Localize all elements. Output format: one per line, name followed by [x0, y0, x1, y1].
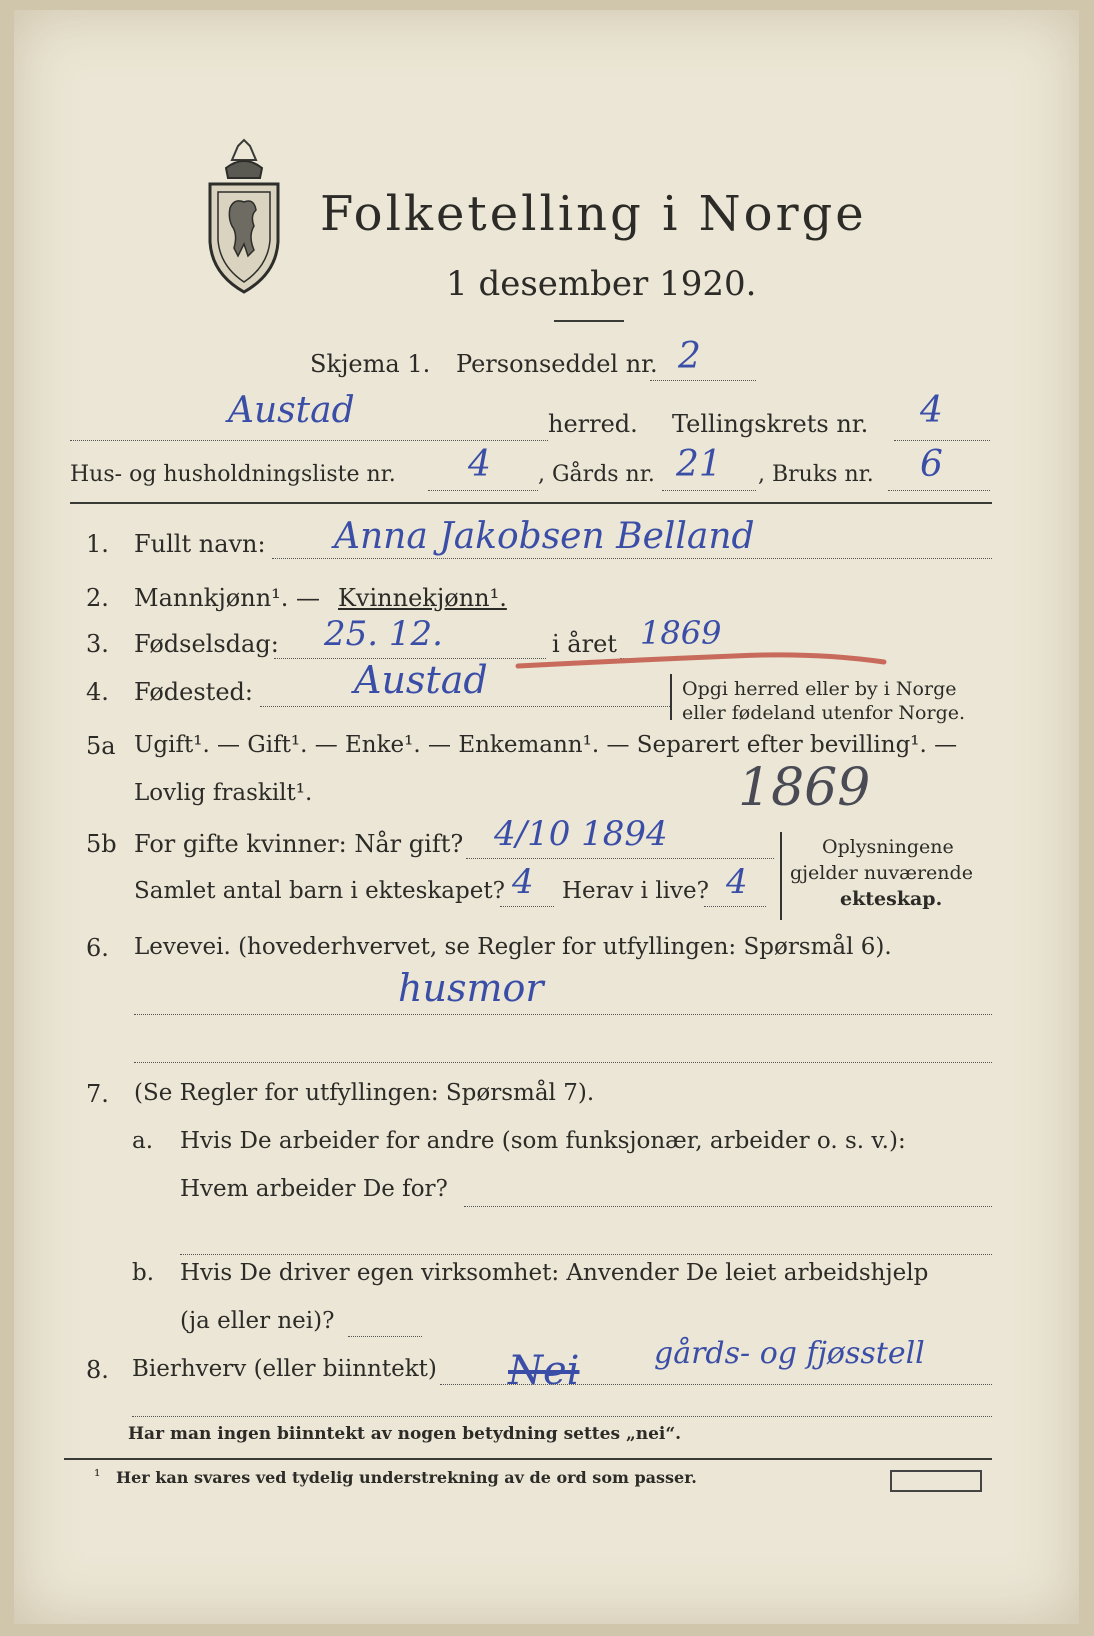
q8-label: Bierhverv (eller biinntekt): [132, 1356, 437, 1382]
q1-line: [272, 558, 992, 559]
q5b-note-2: gjelder nuværende: [790, 862, 973, 884]
q5b-line: [466, 858, 774, 859]
q5b-barn-line: [500, 906, 554, 907]
gards-label: , Gårds nr.: [538, 462, 655, 487]
bruks-line: [888, 490, 990, 491]
q3-value[interactable]: 25. 12.: [324, 614, 443, 654]
herred-line: [70, 440, 548, 441]
q7-number: 7.: [86, 1080, 109, 1108]
q8-line-2: [132, 1416, 992, 1417]
q4-note-2: eller fødeland utenfor Norge.: [682, 702, 966, 724]
q4-note-1: Opgi herred eller by i Norge: [682, 678, 957, 700]
red-pencil-stroke: [514, 646, 894, 676]
q1-label: Fullt navn:: [134, 530, 266, 558]
printer-stamp: [890, 1470, 982, 1492]
q5b-live-value[interactable]: 4: [726, 862, 748, 902]
q5b-note-1: Oplysningene: [822, 836, 954, 858]
skjema-label: Skjema 1.: [310, 350, 431, 378]
form-title: Folketelling i Norge: [320, 186, 867, 242]
footer-divider: [64, 1458, 992, 1460]
q7b-answer-line: [348, 1336, 422, 1337]
q4-bracket: [670, 674, 676, 720]
q5a-margin-note: 1869: [738, 758, 871, 818]
q6-value[interactable]: husmor: [398, 966, 544, 1010]
q4-number: 4.: [86, 678, 109, 706]
q3-label: Fødselsdag:: [134, 630, 279, 658]
q6-line-2: [134, 1062, 992, 1063]
personseddel-value[interactable]: 2: [678, 336, 701, 377]
q5b-number: 5b: [86, 830, 117, 858]
q5b-barn-label: Samlet antal barn i ekteskapet?: [134, 878, 505, 904]
gards-line: [662, 490, 756, 491]
q7b-number: b.: [132, 1260, 155, 1286]
q4-line: [260, 706, 670, 707]
q7a-answer-line-1: [464, 1206, 992, 1207]
q7b-line2: (ja eller nei)?: [180, 1308, 335, 1334]
husholdningsliste-label: Hus- og husholdningsliste nr.: [70, 462, 396, 487]
husholdningsliste-value[interactable]: 4: [468, 444, 491, 485]
footnote-marker: ¹: [94, 1466, 101, 1485]
coat-of-arms-icon: [204, 138, 284, 298]
personseddel-line: [650, 380, 756, 381]
q7b-line1: Hvis De driver egen virksomhet: Anvender De leiet arbeidshjelp: [180, 1260, 929, 1286]
q4-value[interactable]: Austad: [354, 658, 488, 702]
q5b-label: For gifte kvinner: Når gift?: [134, 830, 464, 858]
q8-number: 8.: [86, 1356, 109, 1384]
q2-male-option[interactable]: Mannkjønn¹. —: [134, 584, 321, 612]
q5a-number: 5a: [86, 732, 116, 760]
q1-number: 1.: [86, 530, 109, 558]
q7a-line1: Hvis De arbeider for andre (som funksjonær, arbeider o. s. v.):: [180, 1128, 906, 1154]
q7a-line2: Hvem arbeider De for?: [180, 1176, 448, 1202]
q5b-live-line: [704, 906, 766, 907]
title-divider: [554, 320, 624, 322]
form-date: 1 desember 1920.: [446, 264, 757, 304]
q2-number: 2.: [86, 584, 109, 612]
herred-label: herred.: [548, 410, 638, 438]
q7a-number: a.: [132, 1128, 154, 1154]
tellingskrets-label: Tellingskrets nr.: [672, 410, 869, 438]
husholdningsliste-line: [428, 490, 538, 491]
census-form-page: [14, 10, 1079, 1624]
q5a-options-line2[interactable]: Lovlig fraskilt¹.: [134, 780, 313, 806]
q8-value-struck[interactable]: Nei: [508, 1348, 580, 1394]
q6-label: Levevei. (hovederhvervet, se Regler for utfyllingen: Spørsmål 6).: [134, 934, 892, 960]
bruks-value[interactable]: 6: [920, 444, 943, 485]
footnote-text: Her kan svares ved tydelig understrekning av de ord som passer.: [116, 1468, 697, 1487]
q5b-live-label: Herav i live?: [562, 878, 709, 904]
q7a-answer-line-2: [180, 1254, 992, 1255]
tellingskrets-line: [894, 440, 990, 441]
q5a-options-line1[interactable]: Ugift¹. — Gift¹. — Enke¹. — Enkemann¹. — Separert efter bevilling¹. —: [134, 732, 958, 758]
q3-year-value[interactable]: 1869: [640, 614, 722, 652]
q5b-bracket: [780, 832, 786, 920]
q1-value[interactable]: Anna Jakobsen Belland: [334, 516, 755, 557]
q5b-barn-value[interactable]: 4: [512, 862, 534, 902]
header-divider: [70, 502, 992, 504]
herred-value[interactable]: Austad: [228, 390, 355, 431]
q4-label: Fødested:: [134, 678, 253, 706]
bruks-label: , Bruks nr.: [758, 462, 874, 487]
q8-value[interactable]: gårds- og fjøsstell: [654, 1336, 925, 1371]
q7-label: (Se Regler for utfyllingen: Spørsmål 7).: [134, 1080, 595, 1106]
q5b-value[interactable]: 4/10 1894: [494, 814, 668, 854]
q6-line-1: [134, 1014, 992, 1015]
q3-number: 3.: [86, 630, 109, 658]
personseddel-label: Personseddel nr.: [456, 350, 658, 378]
q6-number: 6.: [86, 934, 109, 962]
q2-female-option[interactable]: Kvinnekjønn¹.: [338, 584, 507, 612]
gards-value[interactable]: 21: [676, 444, 722, 485]
q3-year-label: i året: [552, 630, 617, 658]
q5b-note-3: ekteskap.: [840, 888, 943, 910]
biinntekt-note: Har man ingen biinntekt av nogen betydning settes „nei“.: [128, 1424, 682, 1444]
tellingskrets-value[interactable]: 4: [920, 390, 943, 431]
